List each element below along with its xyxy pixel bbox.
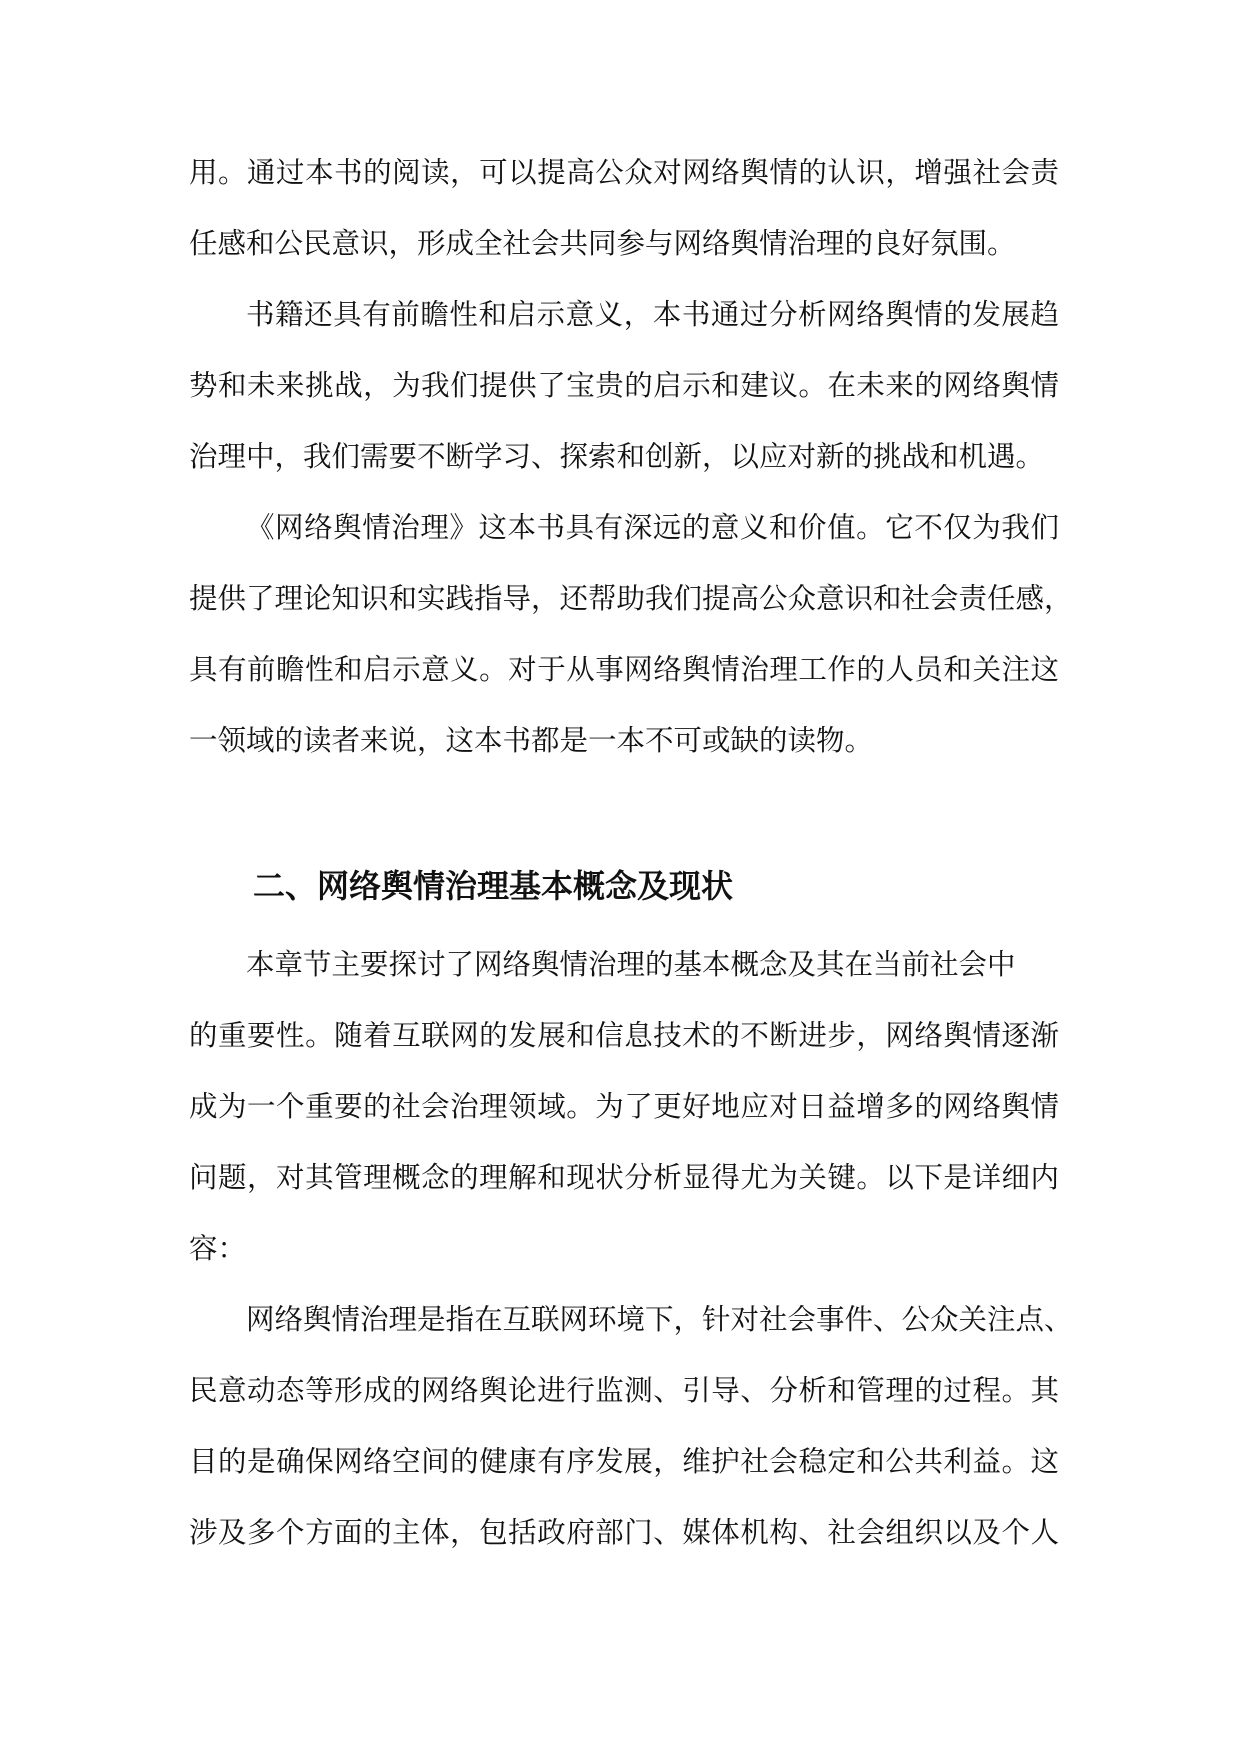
section-heading: 二、网络舆情治理基本概念及现状 — [253, 867, 734, 905]
text-line: 一领域的读者来说，这本书都是一本不可或缺的读物。 — [189, 724, 874, 757]
text-line: 提供了理论知识和实践指导，还帮助我们提高公众意识和社会责任感， — [189, 582, 1073, 615]
text-line: 任感和公民意识，形成全社会共同参与网络舆情治理的良好氛围。 — [189, 227, 1016, 260]
text-line: 成为一个重要的社会治理领域。为了更好地应对日益增多的网络舆情 — [189, 1090, 1059, 1123]
text-line: 本章节主要探讨了网络舆情治理的基本概念及其在当前社会中 — [246, 948, 1016, 981]
text-line: 涉及多个方面的主体，包括政府部门、媒体机构、社会组织以及个人 — [189, 1516, 1059, 1549]
text-line: 用。通过本书的阅读，可以提高公众对网络舆情的认识，增强社会责 — [189, 156, 1059, 189]
text-line: 书籍还具有前瞻性和启示意义，本书通过分析网络舆情的发展趋 — [246, 298, 1059, 331]
text-line: 势和未来挑战，为我们提供了宝贵的启示和建议。在未来的网络舆情 — [189, 369, 1059, 402]
text-line: 民意动态等形成的网络舆论进行监测、引导、分析和管理的过程。其 — [189, 1374, 1059, 1407]
text-line: 网络舆情治理是指在互联网环境下，针对社会事件、公众关注点、 — [246, 1303, 1073, 1336]
text-line: 问题，对其管理概念的理解和现状分析显得尤为关键。以下是详细内 — [189, 1161, 1059, 1194]
text-line: 治理中，我们需要不断学习、探索和创新，以应对新的挑战和机遇。 — [189, 440, 1045, 473]
text-line: 《网络舆情治理》这本书具有深远的意义和价值。它不仅为我们 — [246, 511, 1059, 544]
text-line: 具有前瞻性和启示意义。对于从事网络舆情治理工作的人员和关注这 — [189, 653, 1059, 686]
text-line: 容： — [189, 1232, 247, 1265]
text-line: 目的是确保网络空间的健康有序发展，维护社会稳定和公共利益。这 — [189, 1445, 1059, 1478]
text-line: 的重要性。随着互联网的发展和信息技术的不断进步，网络舆情逐渐 — [189, 1019, 1059, 1052]
